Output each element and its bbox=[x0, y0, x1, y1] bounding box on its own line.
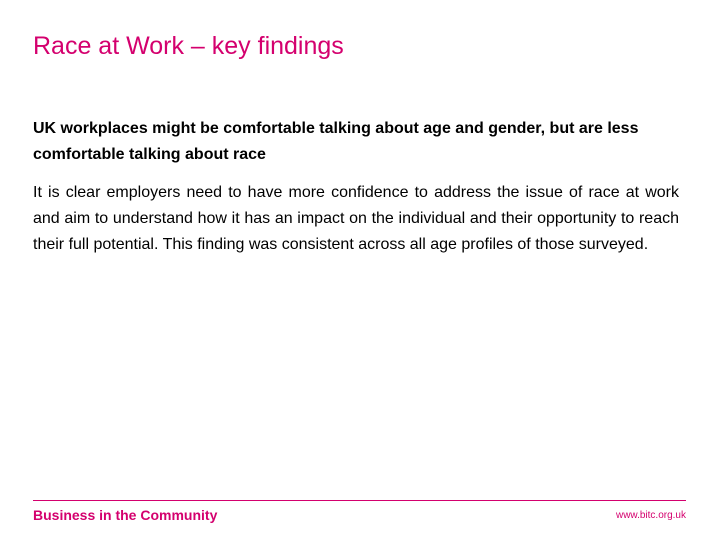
footer-organisation: Business in the Community bbox=[33, 507, 218, 523]
body-paragraph: It is clear employers need to have more confidence to address the issue of race at work and aim to understand how it has an impact on the individual and their opportunity to reach their full potential. This finding was consistent across all age profiles of those surveyed. bbox=[33, 184, 679, 253]
footer-website-link[interactable]: www.bitc.org.uk bbox=[615, 510, 686, 521]
slide-content bbox=[33, 116, 679, 258]
lead-statement: UK workplaces might be comfortable talking about age and gender, but are less comfortable talking about race bbox=[33, 120, 639, 163]
slide-title: Race at Work – key findings bbox=[33, 32, 344, 60]
footer-divider bbox=[33, 500, 686, 501]
